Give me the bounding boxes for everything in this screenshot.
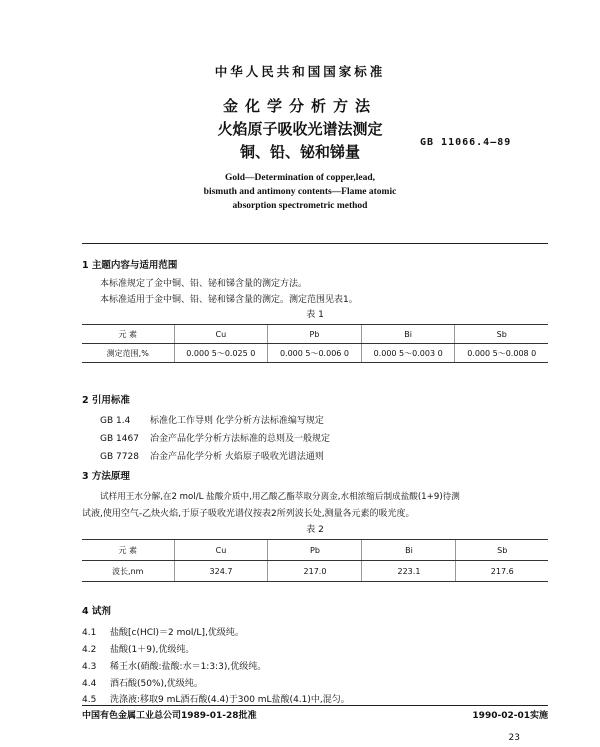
- reagent-item: [82, 659, 266, 672]
- table-cell: 0.000 5～0.025 0: [174, 344, 268, 363]
- table-cell: 元 素: [82, 540, 174, 561]
- section-1-heading: 1 主题内容与适用范围: [82, 260, 178, 271]
- reagent-number: 4.3: [82, 662, 97, 672]
- table-1-caption: 表 1: [306, 310, 324, 320]
- table-2-caption: 表 2: [306, 525, 324, 535]
- reagent-number: 4.5: [82, 695, 97, 705]
- section-4-heading: 4 试剂: [82, 606, 111, 617]
- reference-item: [100, 413, 324, 426]
- english-title-line-1: Gold—Determination of copper,lead,: [224, 173, 376, 183]
- reagent-number: 4.4: [82, 679, 97, 689]
- reference-title: 冶金产品化学分析方法标准的总则及一般规定: [150, 434, 331, 444]
- table-cell: Sb: [456, 540, 548, 561]
- table-cell: Sb: [455, 325, 548, 344]
- table-cell: Cu: [174, 540, 268, 561]
- reagent-item: [82, 642, 194, 655]
- reagent-item: [82, 676, 203, 689]
- page-number: 23: [508, 733, 520, 743]
- table-cell: 324.7: [174, 561, 268, 582]
- table-row: [82, 561, 548, 582]
- table-cell: 217.0: [268, 561, 362, 582]
- table-cell: Pb: [268, 325, 362, 344]
- reagent-number: 4.2: [82, 645, 97, 655]
- table-cell: 0.000 5～0.003 0: [361, 344, 455, 363]
- table-cell: 217.6: [456, 561, 548, 582]
- table-header-row: [82, 325, 548, 344]
- table-cell: 波长,nm: [82, 561, 174, 582]
- table-row: [82, 344, 548, 363]
- reagent-item: [82, 692, 350, 705]
- section-3-heading: 3 方法原理: [82, 471, 130, 482]
- effective-date: 1990-02-01实施: [472, 711, 548, 721]
- section-1-paragraph-1: 本标准规定了金中铜、铅、铋和锑含量的测定方法。: [100, 279, 308, 289]
- table-cell: Pb: [268, 540, 362, 561]
- header-divider: [82, 243, 548, 244]
- reagent-item: [82, 625, 244, 638]
- section-3-paragraph-2: 试液,使用空气-乙炔火焰,于原子吸收光谱仪按表2所列波长处,测量各元素的吸光度。: [82, 509, 415, 519]
- english-title-line-3: absorption spectrometric method: [232, 201, 368, 211]
- table-2: [82, 539, 548, 582]
- reagent-text: 洗涤液:移取9 mL酒石酸(4.4)于300 mL盐酸(4.1)中,混匀。: [110, 695, 350, 705]
- footer-divider: [82, 705, 548, 706]
- title-line-1: 金化学分析方法: [222, 97, 377, 115]
- reference-code: GB 1467: [100, 434, 139, 444]
- table-cell: 测定范围,%: [82, 344, 174, 363]
- standard-number: GB 11066.4—89: [420, 137, 512, 148]
- reagent-text: 稀王水(硝酸:盐酸:水＝1:3:3),优级纯。: [110, 662, 267, 672]
- table-cell: 0.000 5～0.006 0: [268, 344, 362, 363]
- reagent-number: 4.1: [82, 628, 97, 638]
- approval-statement: 中国有色金属工业总公司1989-01-28批准: [82, 711, 257, 721]
- reference-title: 标准化工作导则 化学分析方法标准编写规定: [150, 416, 324, 426]
- reference-code: GB 1.4: [100, 416, 131, 426]
- reference-code: GB 7728: [100, 452, 139, 462]
- section-2-heading: 2 引用标准: [82, 395, 130, 406]
- reagent-text: 酒石酸(50%),优级纯。: [110, 679, 203, 689]
- table-cell: Cu: [174, 325, 268, 344]
- reference-item: [100, 449, 324, 462]
- table-cell: Bi: [361, 325, 455, 344]
- section-3-paragraph-1: 试样用王水分解,在2 mol/L 盐酸介质中,用乙酸乙酯萃取分离金,水相浓缩后制成盐酸(1+9)待测: [100, 492, 460, 502]
- table-1: [82, 324, 548, 363]
- national-standard-header: 中华人民共和国国家标准: [214, 64, 386, 79]
- table-header-row: [82, 540, 548, 561]
- section-1-paragraph-2: 本标准适用于金中铜、铅、铋和锑含量的测定。测定范围见表1。: [100, 295, 358, 305]
- reference-title: 冶金产品化学分析 火焰原子吸收光谱法通则: [150, 452, 324, 462]
- table-cell: 元 素: [82, 325, 174, 344]
- title-line-2: 火焰原子吸收光谱法测定: [217, 120, 383, 138]
- table-cell: Bi: [362, 540, 456, 561]
- title-line-3: 铜、铅、铋和锑量: [239, 143, 360, 161]
- english-title-line-2: bismuth and antimony contents—Flame atomic: [203, 187, 397, 197]
- reference-item: [100, 431, 330, 444]
- table-cell: 0.000 5～0.008 0: [455, 344, 548, 363]
- reagent-text: 盐酸[c(HCl)＝2 mol/L],优级纯。: [110, 628, 244, 638]
- reagent-text: 盐酸(1＋9),优级纯。: [110, 645, 195, 655]
- table-cell: 223.1: [362, 561, 456, 582]
